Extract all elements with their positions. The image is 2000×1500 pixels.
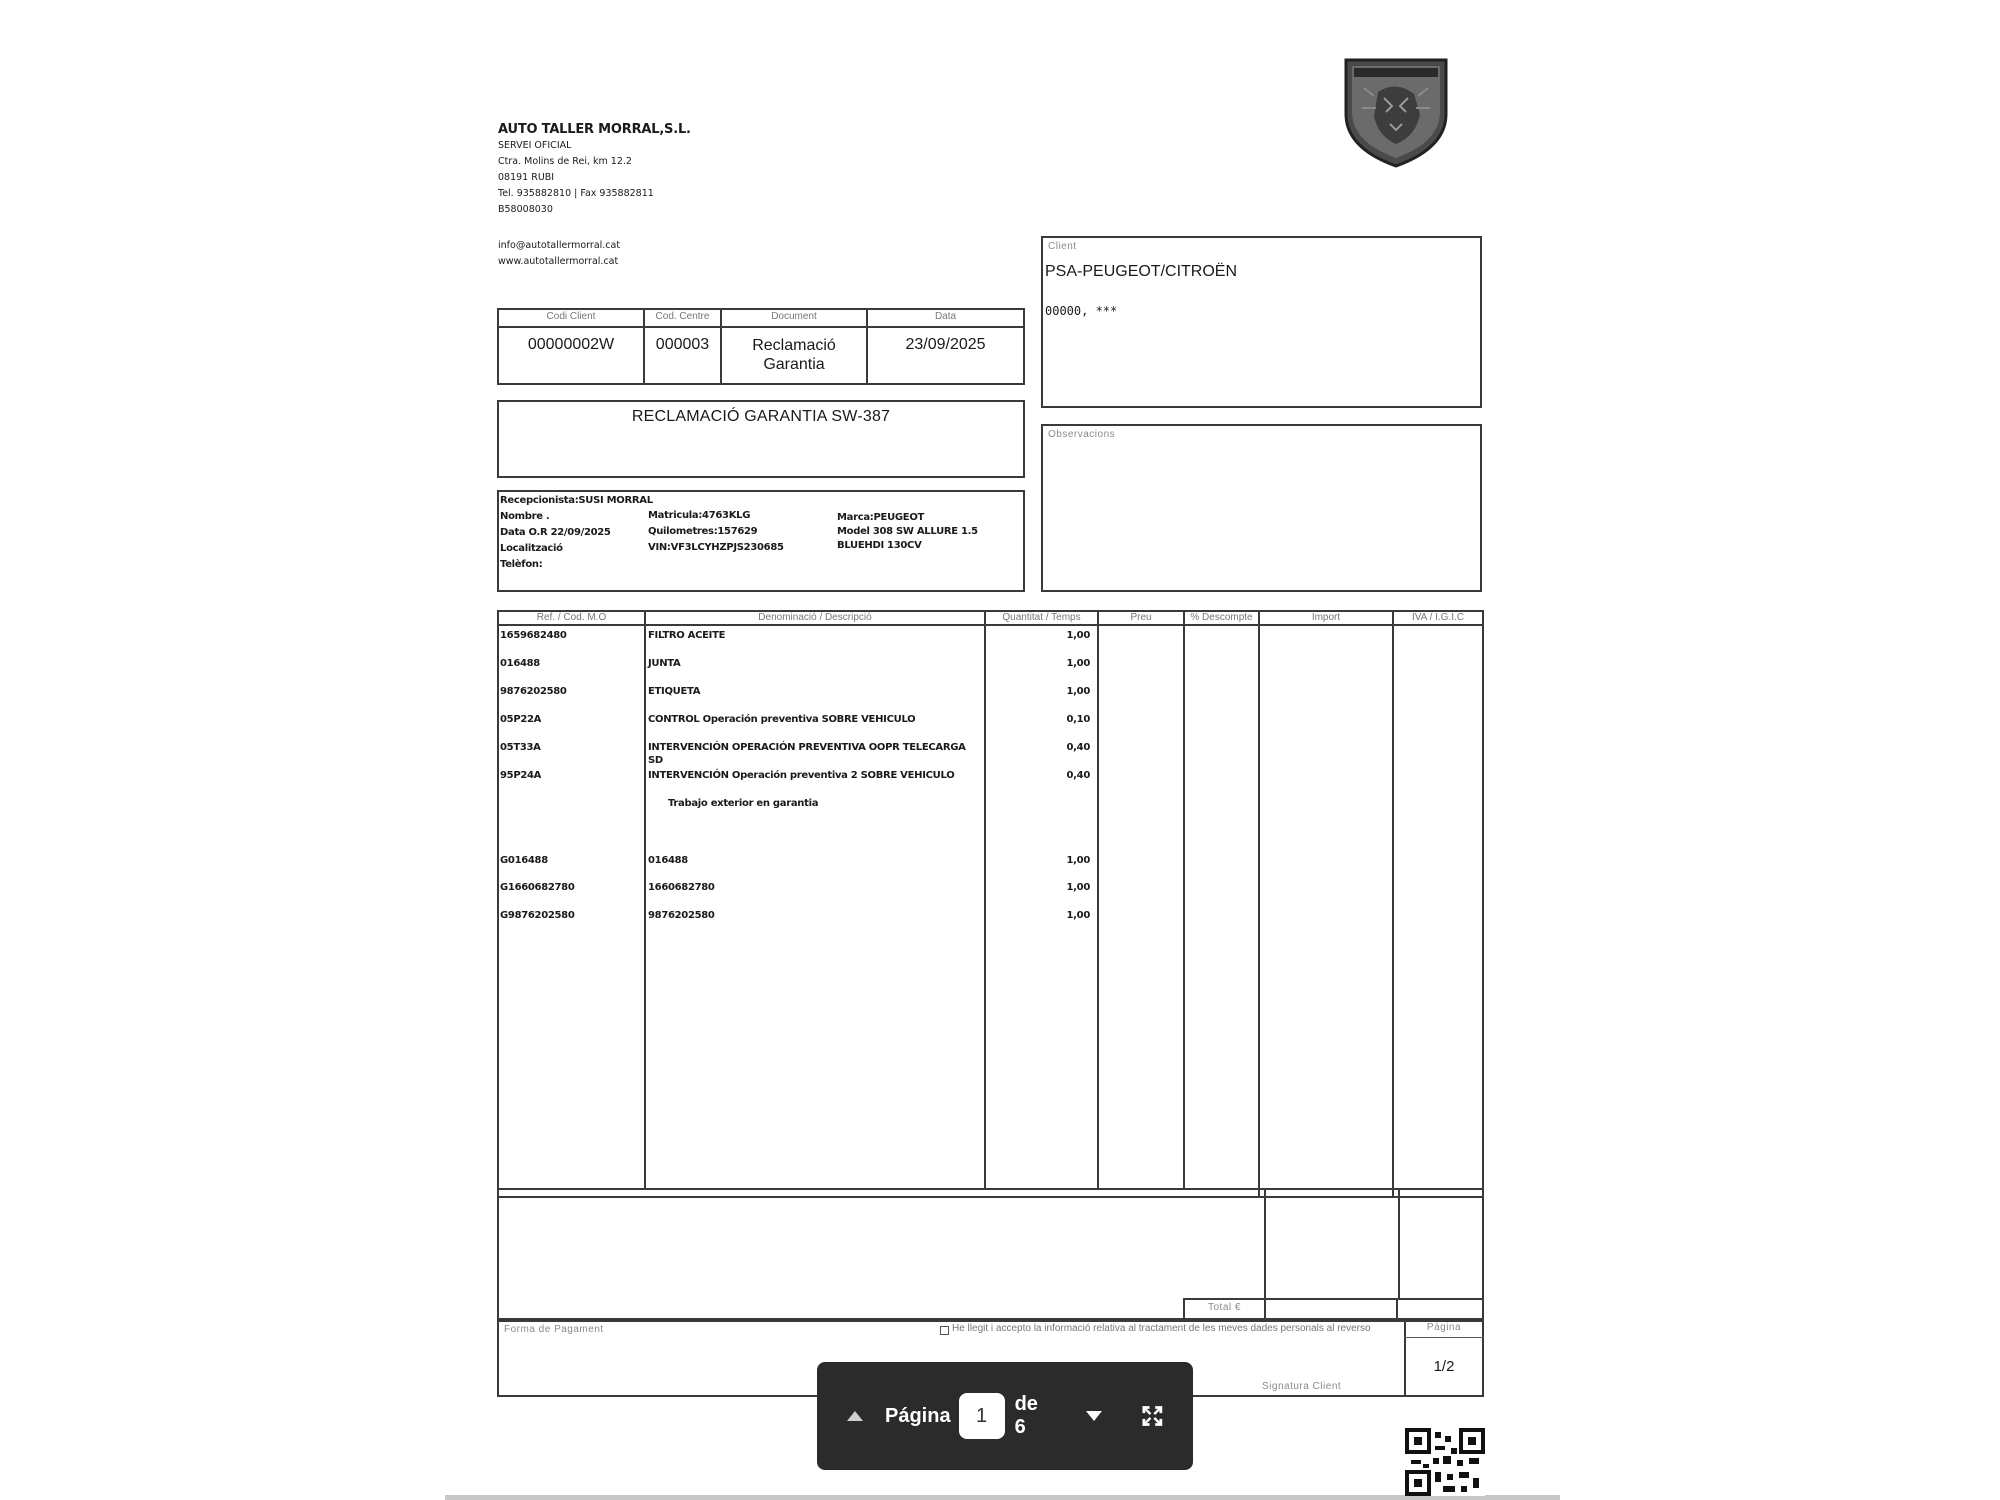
vehicle-field: Model 308 SW ALLURE 1.5: [837, 526, 978, 537]
row-qty: 0,10: [1066, 714, 1090, 725]
row-desc: FILTRO ACEITE: [648, 630, 726, 641]
observations-label: Observacions: [1048, 429, 1116, 440]
page-edge: [445, 1495, 1560, 1500]
row-ref: 95P24A: [500, 770, 542, 781]
company-line: B58008030: [498, 204, 553, 215]
page-value: 1/2: [1433, 1358, 1455, 1375]
row-qty: 1,00: [1066, 910, 1090, 921]
page-number-input[interactable]: [959, 1393, 1005, 1439]
vehicle-field: Matricula:4763KLG: [648, 510, 751, 521]
observations-box: [1041, 424, 1482, 592]
peugeot-logo-icon: [1340, 52, 1452, 170]
document-title: RECLAMACIÓ GARANTIA SW-387: [631, 408, 891, 425]
row-desc: JUNTA: [648, 658, 681, 669]
row-desc: CONTROL Operación preventiva SOBRE VEHICULO: [648, 714, 916, 725]
row-qty: 1,00: [1066, 882, 1090, 893]
document-date: 23/09/2025: [905, 336, 986, 353]
row-qty: 1,00: [1066, 630, 1090, 641]
doc-header: Data: [934, 311, 957, 322]
vehicle-field: Telèfon:: [500, 559, 543, 570]
doc-header: Cod. Centre: [655, 311, 710, 322]
page-label-toolbar: Página: [885, 1404, 951, 1427]
fullscreen-icon[interactable]: [1142, 1405, 1163, 1427]
vehicle-field: VIN:VF3LCYHZPJS230685: [648, 542, 784, 553]
row-desc: ETIQUETA: [648, 686, 701, 697]
vehicle-field: Marca:PEUGEOT: [837, 512, 925, 523]
client-name: PSA-PEUGEOT/CITROËN: [1045, 263, 1238, 280]
document-type: Reclamació Garantia: [752, 337, 836, 373]
client-label: Client: [1048, 241, 1077, 252]
vehicle-field: Recepcionista:SUSI MORRAL: [500, 495, 653, 506]
table-header: IVA / I.G.I.C: [1411, 612, 1465, 623]
row-ref: 016488: [500, 658, 540, 669]
vehicle-field: Nombre .: [500, 511, 550, 522]
row-desc: INTERVENCIÓN OPERACIÓN PREVENTIVA OOPR TELECARGA: [648, 742, 966, 753]
table-header: Quantitat / Temps: [1002, 612, 1081, 623]
table-header: % Descompte: [1190, 612, 1253, 623]
row-ref: 05P22A: [500, 714, 542, 725]
vehicle-field: Data O.R 22/09/2025: [500, 527, 611, 538]
table-header: Import: [1311, 612, 1341, 623]
row-qty: 0,40: [1066, 742, 1090, 753]
company-email: info@autotallermorral.cat: [498, 240, 621, 251]
previous-page-button[interactable]: [847, 1411, 863, 1421]
row-ref: G1660682780: [500, 882, 575, 893]
centre-code: 000003: [655, 336, 710, 353]
row-desc: 9876202580: [648, 910, 715, 921]
row-desc: INTERVENCIÓN Operación preventiva 2 SOBRE VEHICULO: [648, 770, 955, 781]
row-ref: 9876202580: [500, 686, 567, 697]
row-desc: 016488: [648, 855, 688, 866]
page-count: de 6: [1014, 1393, 1038, 1438]
row-qty: 1,00: [1066, 686, 1090, 697]
company-line: SERVEI OFICIAL: [498, 140, 572, 151]
vehicle-field: Quilometres:157629: [648, 526, 758, 537]
table-header: Ref. / Cod. M.O: [536, 612, 607, 623]
company-line: Ctra. Molins de Rei, km 12.2: [498, 156, 632, 167]
row-ref: G9876202580: [500, 910, 575, 921]
company-web: www.autotallermorral.cat: [498, 256, 619, 267]
row-qty: 0,40: [1066, 770, 1090, 781]
company-line: 08191 RUBI: [498, 172, 555, 183]
row-qty: 1,00: [1066, 658, 1090, 669]
qr-code-icon: [1405, 1428, 1485, 1496]
row-ref: 05T33A: [500, 742, 541, 753]
consent-text: He llegit i accepto la informació relativa al tractament de les meves dades personals al reverso: [952, 1323, 1371, 1334]
table-header: Preu: [1130, 612, 1152, 623]
vehicle-field: BLUEHDI 130CV: [837, 540, 922, 551]
client-code: 00000002W: [527, 336, 615, 353]
page-navigation-toolbar: [817, 1362, 1193, 1470]
row-desc: Trabajo exterior en garantia: [668, 798, 819, 809]
doc-header: Codi Client: [546, 311, 596, 322]
company-line: Tel. 935882810 | Fax 935882811: [498, 188, 654, 199]
consent-checkbox[interactable]: [940, 1326, 949, 1335]
doc-header: Document: [771, 311, 817, 322]
client-address-code: 00000, ***: [1045, 304, 1118, 318]
row-ref: 1659682480: [500, 630, 567, 641]
company-name: AUTO TALLER MORRAL,S.L.: [498, 122, 691, 137]
next-page-button[interactable]: [1086, 1411, 1102, 1421]
vehicle-field: Localització: [500, 543, 563, 554]
signature-label: Signatura Client: [1262, 1381, 1342, 1392]
row-desc: 1660682780: [648, 882, 715, 893]
table-header: Denominació / Descripció: [758, 612, 872, 623]
page-label: Pàgina: [1426, 1322, 1462, 1333]
row-qty: 1,00: [1066, 855, 1090, 866]
total-label: Total €: [1208, 1302, 1241, 1313]
row-ref: G016488: [500, 855, 548, 866]
payment-label: Forma de Pagament: [504, 1324, 604, 1335]
client-box: [1041, 236, 1482, 408]
row-desc-cont: SD: [648, 755, 663, 766]
